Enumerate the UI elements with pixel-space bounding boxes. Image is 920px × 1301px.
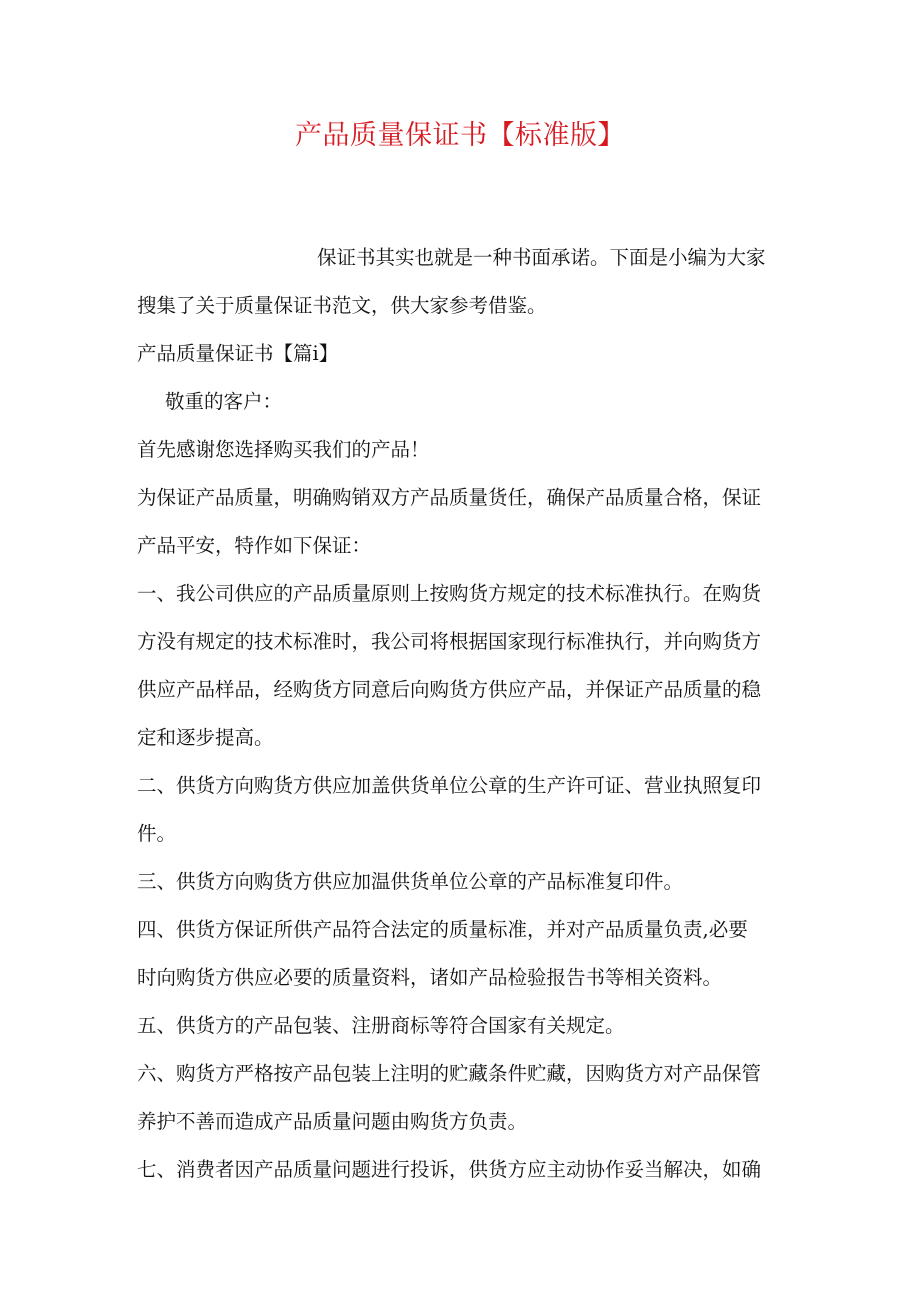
salutation: 敬重的客户： <box>165 390 283 413</box>
clause-2-line-1: 二、供货方向购货方供应加盖供货单位公章的生产许可证、营业执照复印 <box>137 774 762 797</box>
clause-5-line-1: 五、供货方的产品包装、注册商标等符合国家有关规定。 <box>137 1014 625 1037</box>
clause-4-line-2: 时向购货方供应必要的质量资料，诸如产品检验报告书等相关资料。 <box>137 966 723 989</box>
section-heading: 产品质量保证书【篇i】 <box>137 342 339 365</box>
document-title: 产品质量保证书【标准版】 <box>295 120 625 151</box>
purpose-line-2: 产品平安，特作如下保证： <box>137 534 372 557</box>
intro-line-1: 保证书其实也就是一种书面承诺。下面是小编为大家 <box>317 246 766 269</box>
clause-1-line-4: 定和逐步提高。 <box>137 726 274 749</box>
clause-3-line-1: 三、供货方向购货方供应加温供货单位公章的产品标准复印件。 <box>137 870 684 893</box>
document-body <box>137 234 787 1194</box>
clause-2-line-2: 件。 <box>137 822 177 845</box>
thanks-line: 首先感谢您选择购买我们的产品！ <box>137 438 430 461</box>
intro-line-2: 搜集了关于质量保证书范文，供大家参考借鉴。 <box>137 294 547 317</box>
clause-6-line-1: 六、购货方严格按产品包装上注明的贮藏条件贮藏，因购货方对产品保管 <box>137 1062 762 1085</box>
purpose-line-1: 为保证产品质量，明确购销双方产品质量货任，确保产品质量合格，保证 <box>137 486 762 509</box>
clause-1-line-1: 一、我公司供应的产品质量原则上按购货方规定的技术标准执行。在购货 <box>137 582 762 605</box>
clause-4-line-1: 四、供货方保证所供产品符合法定的质量标准，并对产品质量负责,必要 <box>137 918 748 941</box>
clause-7-line-1: 七、消费者因产品质量问题进行投诉，供货方应主动协作妥当解决，如确 <box>137 1158 762 1181</box>
clause-1-line-2: 方没有规定的技术标准时，我公司将根据国家现行标准执行，并向购货方 <box>137 630 762 653</box>
clause-6-line-2: 养护不善而造成产品质量问题由购货方负责。 <box>137 1110 528 1133</box>
clause-1-line-3: 供应产品样品，经购货方同意后向购货方供应产品，并保证产品质量的稳 <box>137 678 762 701</box>
